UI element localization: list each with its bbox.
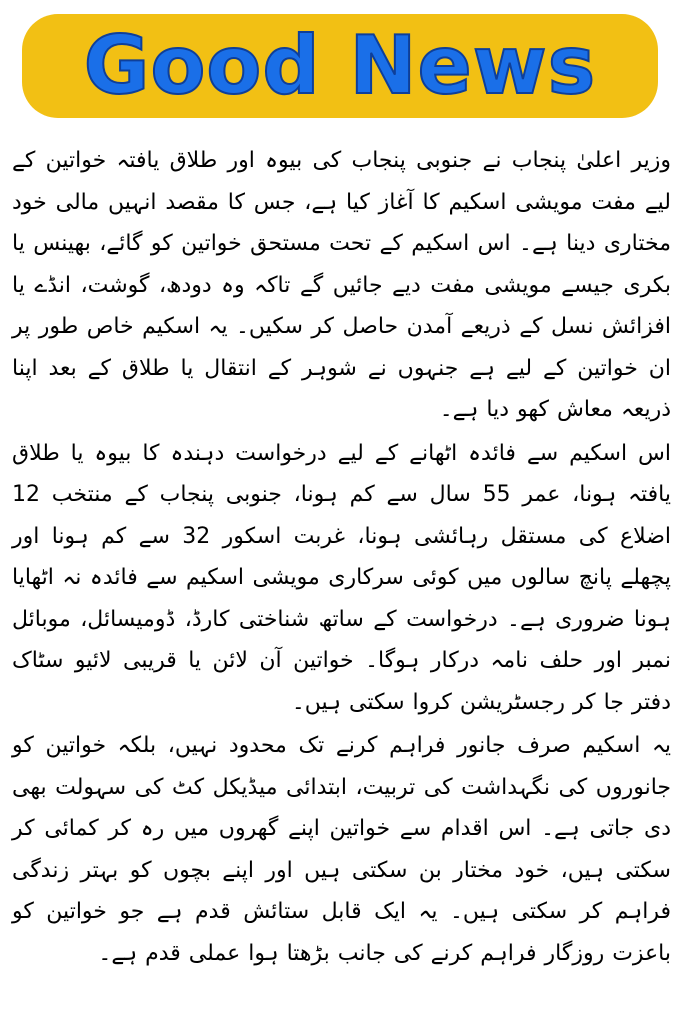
- header-banner: [22, 14, 658, 118]
- article-paragraph-3: یہ اسکیم صرف جانور فراہم کرنے تک محدود نہیں، بلکہ خواتین کو جانوروں کی نگہداشت کی تربیت، ابتدائی میڈیکل کٹ کی سہولت بھی دی جاتی ہے۔ اس اقدام سے خواتین اپنے گھروں میں رہ کر کمائی کر سکتی ہیں، خود مختار بن سکتی ہیں اور اپنے بچوں کو بہتر زندگی فراہم کر سکتی ہیں۔ یہ ایک قابل ستائش قدم ہے جو خواتین کو باعزت روزگار فراہم کرنے کی جانب بڑھتا ہوا عملی قدم ہے۔: [12, 733, 671, 966]
- banner-title: Good News: [83, 19, 597, 112]
- article-paragraph-2: اس اسکیم سے فائدہ اٹھانے کے لیے درخواست دہندہ کا بیوہ یا طلاق یافتہ ہونا، عمر 55 سال سے کم ہونا، جنوبی پنجاب کے منتخب 12 اضلاع کی مستقل رہائشی ہونا، غربت اسکور 32 سے کم ہونا اور پچھلے پانچ سالوں میں کوئی سرکاری مویشی اسکیم سے فائدہ نہ اٹھایا ہونا ضروری ہے۔ درخواست کے ساتھ شناختی کارڈ، ڈومیسائل، موبائل نمبر اور حلف نامہ درکار ہوگا۔ خواتین آن لائن یا قریبی لائیو سٹاک دفتر جا کر رجسٹریشن کروا سکتی ہیں۔: [12, 440, 671, 715]
- article-paragraph-1: وزیر اعلیٰ پنجاب نے جنوبی پنجاب کی بیوہ اور طلاق یافتہ خواتین کے لیے مفت مویشی اسکیم کا آغاز کیا ہے، جس کا مقصد انہیں مالی خود مختاری دینا ہے۔ اس اسکیم کے تحت مستحق خواتین کو گائے، بھینس یا بکری جیسے مویشی مفت دیے جائیں گے تاکہ وہ دودھ، گوشت، انڈے یا افزائش نسل کے ذریعے آمدن حاصل کر سکیں۔ یہ اسکیم خاص طور پر ان خواتین کے لیے ہے جنہوں نے شوہر کے انتقال یا طلاق کے بعد اپنا ذریعہ معاش کھو دیا ہے۔: [12, 148, 671, 422]
- article-body: [12, 140, 671, 974]
